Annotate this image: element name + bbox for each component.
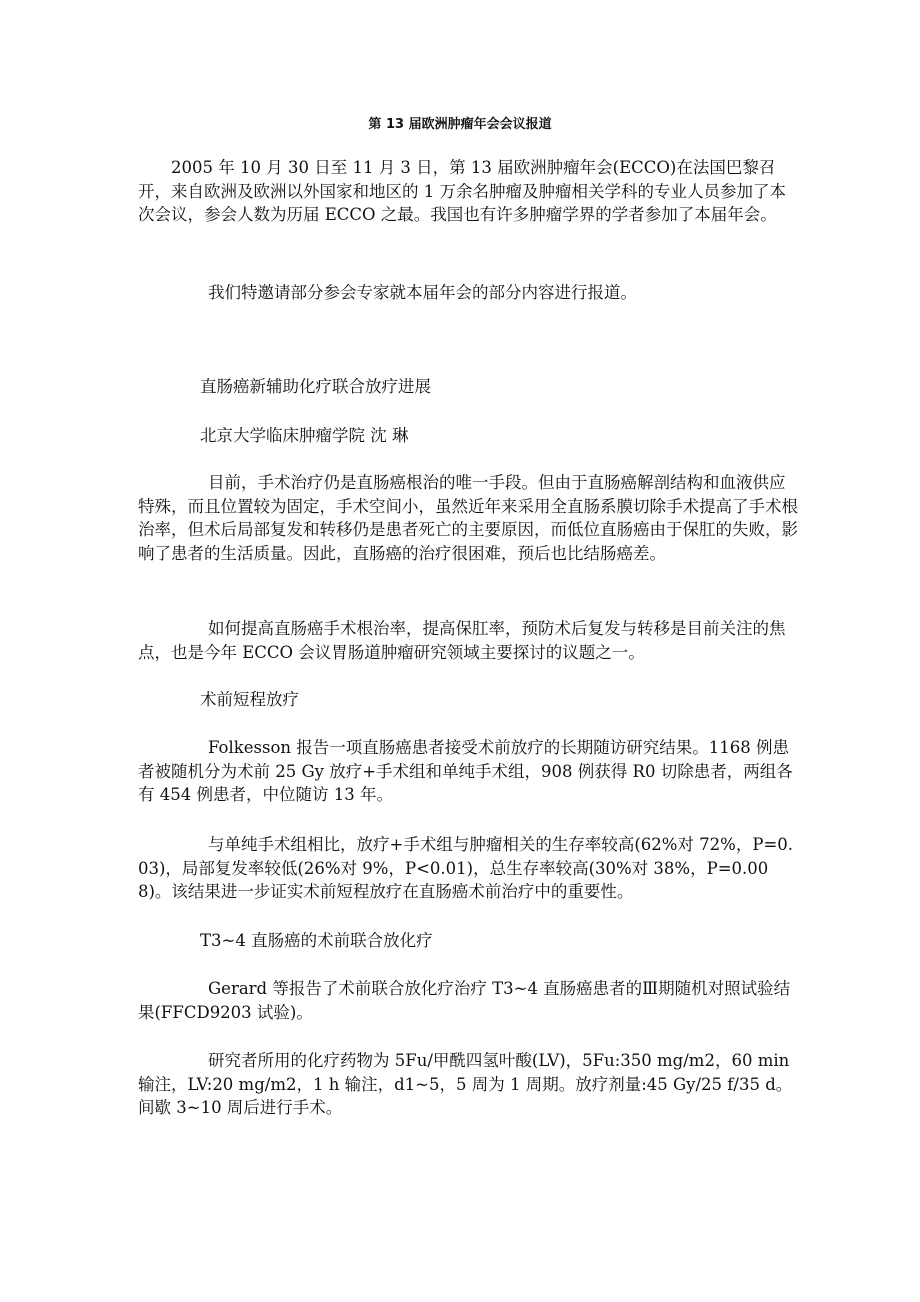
paragraph-2: 如何提高直肠癌手术根治率，提高保肛率，预防术后复发与转移是目前关注的焦点，也是今年 ECCO 会议胃肠道肿瘤研究领域主要探讨的议题之一。 <box>138 619 786 662</box>
invite-paragraph: 我们特邀请部分参会专家就本届年会的部分内容进行报道。 <box>208 283 637 302</box>
document-title: 第 13 届欧洲肿瘤年会会议报道 <box>368 117 552 132</box>
paragraph-6: 研究者所用的化疗药物为 5Fu/甲酰四氢叶酸(LV)，5Fu:350 mg/m2，60 min 输注，LV:20 mg/m2，1 h 输注，d1~5，5 周为 1 周期。放疗剂量:45 Gy/25 f/35 d。间歇 3~10 周后进行手术。 <box>138 1051 793 1117</box>
paragraph-3: Folkesson 报告一项直肠癌患者接受术前放疗的长期随访研究结果。1168 例患者被随机分为术前 25 Gy 放疗+手术组和单纯手术组，908 例获得 R0 切除患者，两组各有 454 例患者，中位随访 13 年。 <box>138 738 793 804</box>
paragraph-4: 与单纯手术组相比，放疗+手术组与肿瘤相关的生存率较高(62%对 72%，P=0.03)，局部复发率较低(26%对 9%，P<0.01)，总生存率较高(30%对 38%，P=0.008)。该结果进一步证实术前短程放疗在直肠癌术前治疗中的重要性。 <box>138 835 794 901</box>
paragraph-5: Gerard 等报告了术前联合放化疗治疗 T3~4 直肠癌患者的Ⅲ期随机对照试验结果(FFCD9203 试验)。 <box>138 979 791 1022</box>
paragraph-1: 目前，手术治疗仍是直肠癌根治的唯一手段。但由于直肠癌解剖结构和血液供应特殊，而且位置较为固定，手术空间小，虽然近年来采用全直肠系膜切除手术提高了手术根治率，但术后局部复发和转移仍是患者死亡的主要原因，而低位直肠癌由于保肛的失败，影响了患者的生活质量。因此，直肠癌的治疗很困难，预后也比结肠癌差。 <box>138 473 798 563</box>
subheading-t3-4-chemoradiotherapy: T3~4 直肠癌的术前联合放化疗 <box>200 931 433 950</box>
intro-paragraph: 2005 年 10 月 30 日至 11 月 3 日，第 13 届欧洲肿瘤年会(ECCO)在法国巴黎召开，来自欧洲及欧洲以外国家和地区的 1 万余名肿瘤及肿瘤相关学科的专业人员参加了本次会议，参会人数为历届 ECCO 之最。我国也有许多肿瘤学界的学者参加了本届年会。 <box>138 158 786 224</box>
section-title: 直肠癌新辅助化疗联合放疗进展 <box>200 377 431 396</box>
author-line: 北京大学临床肿瘤学院 沈 琳 <box>200 426 409 445</box>
subheading-short-course-radiotherapy: 术前短程放疗 <box>200 690 299 709</box>
